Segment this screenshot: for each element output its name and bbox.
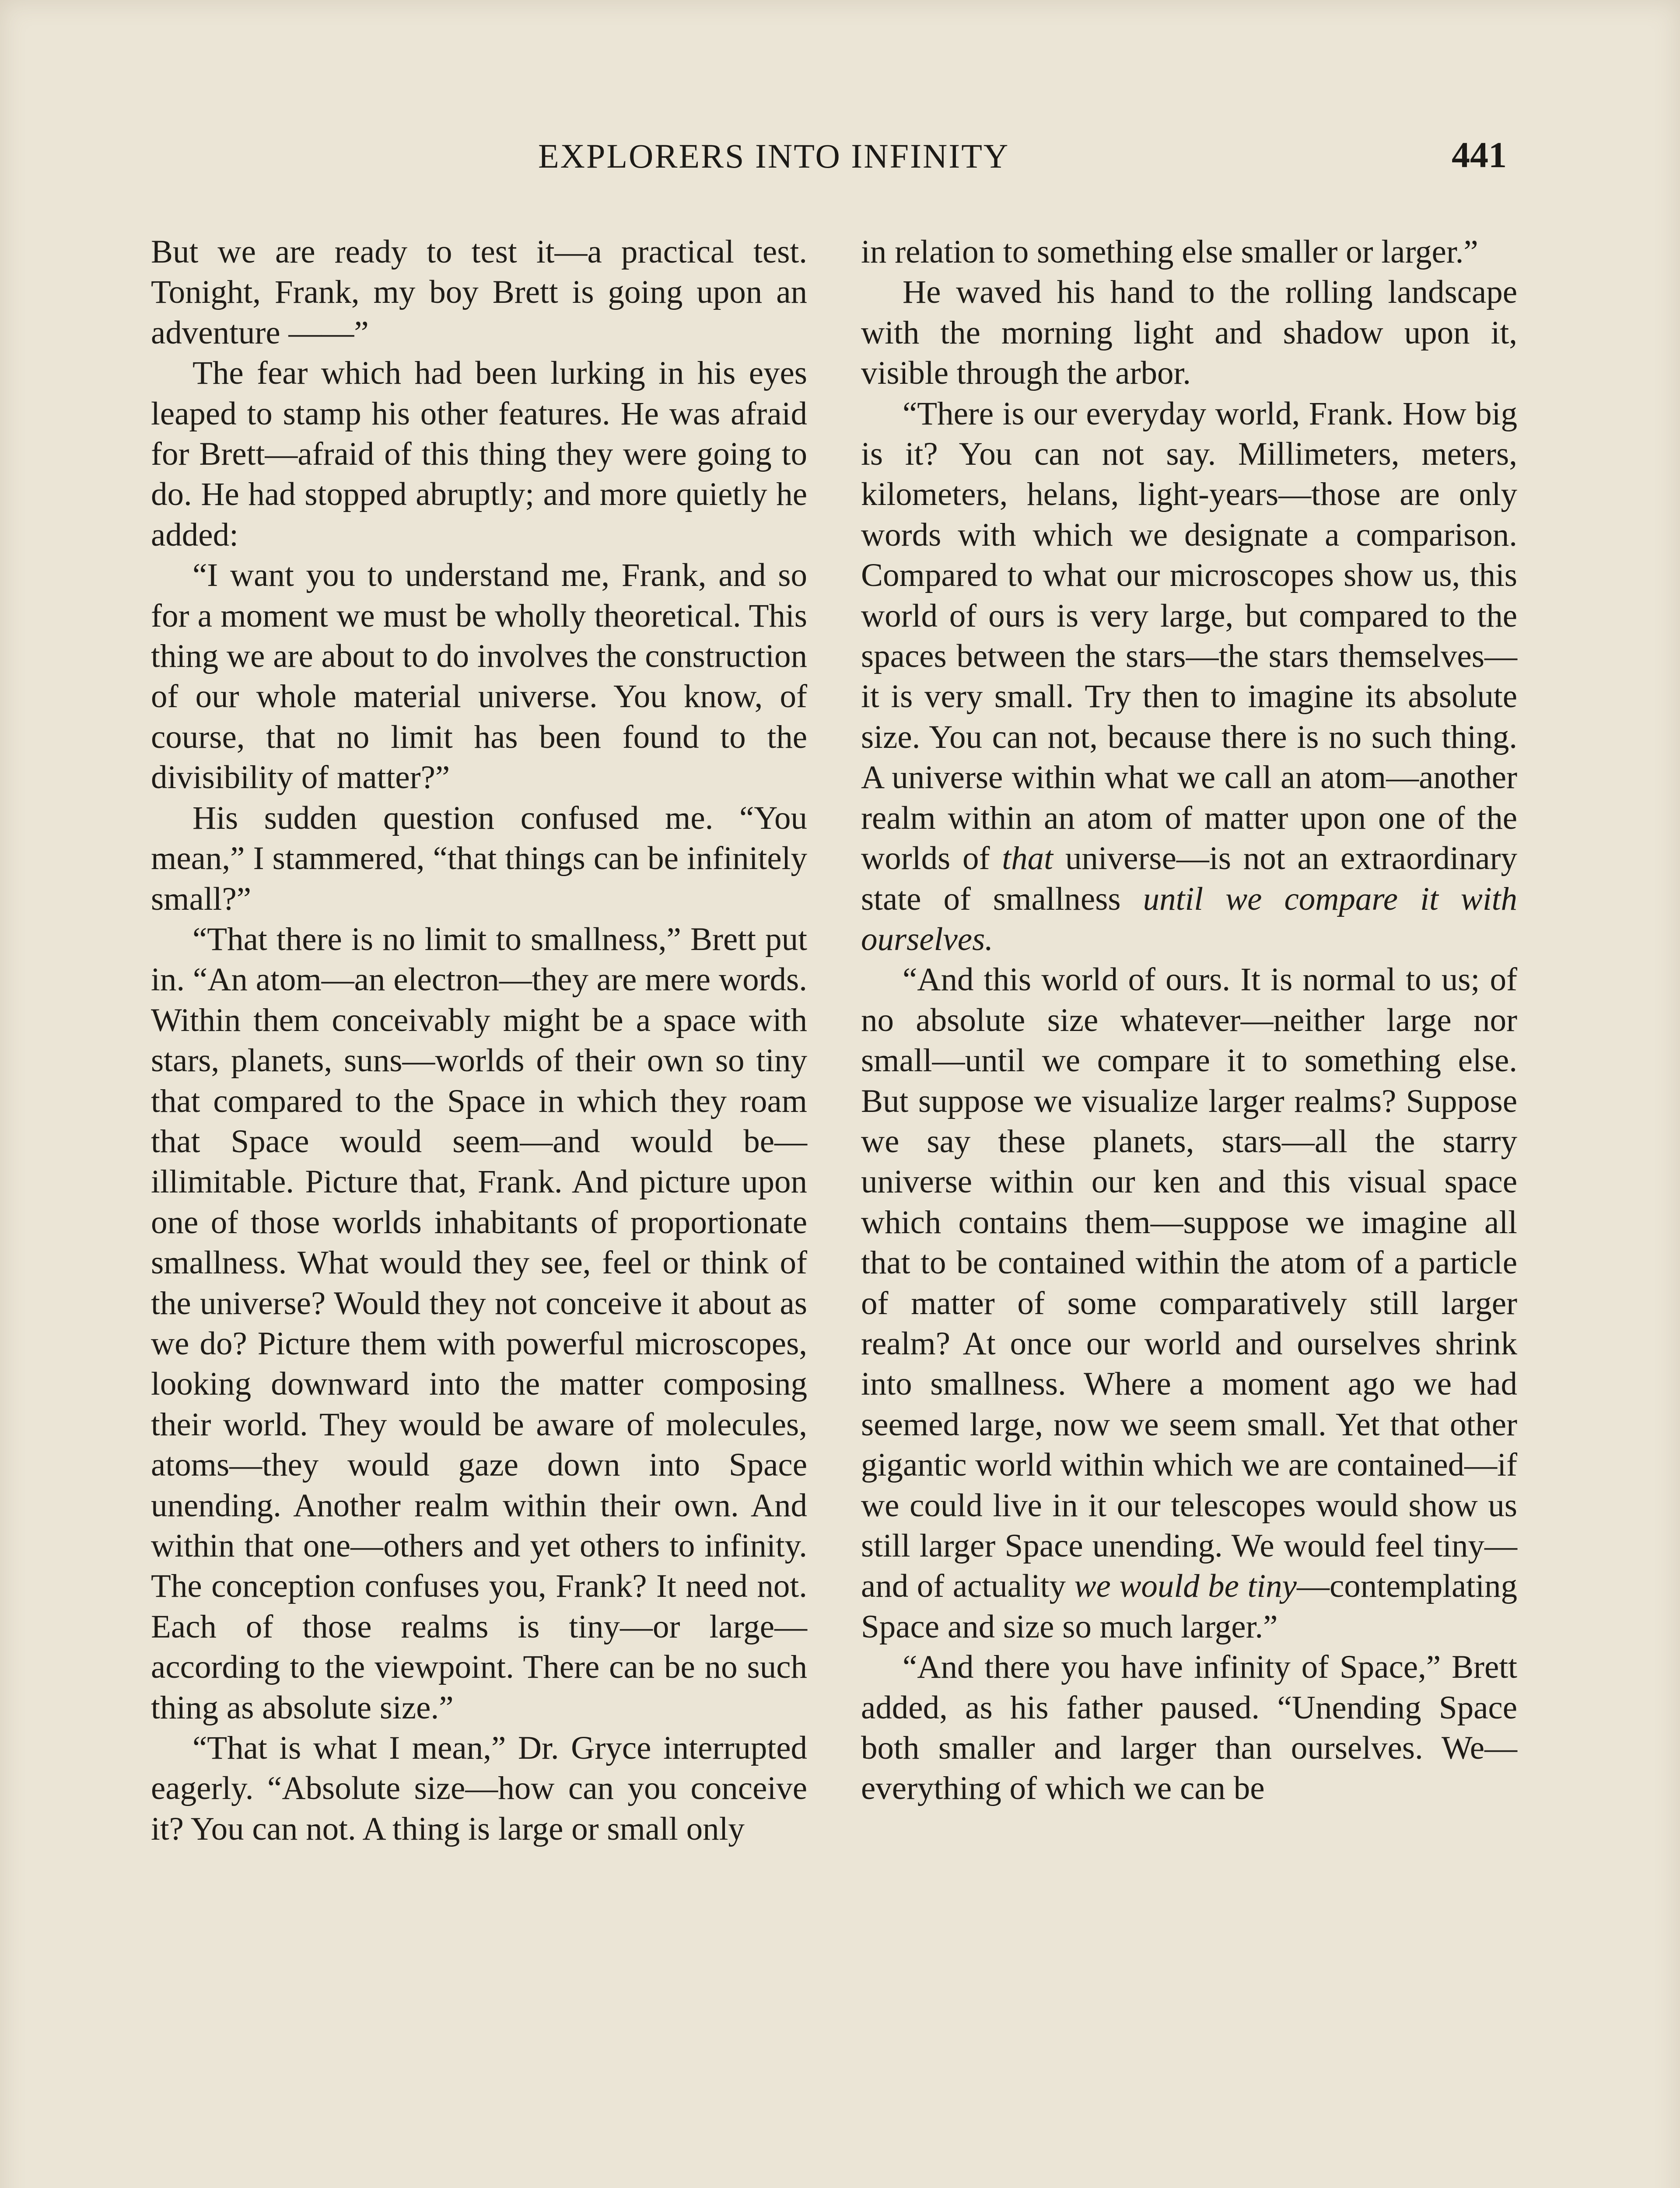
italic-run: we would be tiny [1074, 1568, 1297, 1605]
paragraph: “I want you to understand me, Frank, and so for a moment we must be wholly theoretical. This thing we are about to do involves the construction of our whole material universe. You know, of course, that no limit has been found to the divisibility of matter?” [151, 557, 807, 796]
paragraph: “That there is no limit to smallness,” Brett put in. “An atom—an electron—they are mere words. Within them conceivably might be a space with stars, planets, suns—worlds of their own so tiny that compared to the Space in which they roam that Space would seem—and would be—illimitable. Picture that, Frank. And picture upon one of those worlds inhabitants of proportionate smallness. What would they see, feel or think of the universe? Would they not conceive it about as we do? Picture them with powerful microscopes, looking downward into the matter composing their world. They would be aware of molecules, atoms—they would gaze down into Space unending. Another realm within their own. And within that one—others and yet others to infinity. The conception confuses you, Frank? It need not. Each of those realms is tiny—or large—according to the viewpoint. There can be no such thing as absolute size.” [151, 921, 807, 1726]
italic-run: until we compare it with ourselves. [861, 880, 1517, 957]
paragraph: “That is what I mean,” Dr. Gryce interrupted eagerly. “Absolute size—how can you conceive it? You can not. A thing is large or small only [151, 1730, 807, 1847]
text-run: “There is our everyday world, Frank. How big is it? You can not say. Millimeters, meters, kilometers, helans, light-years—those are only words with which we designate a comparison. Compared to what our microscopes show us, this world of ours is very large, but compared to the spaces between the stars—the stars themselves—it is very small. Try then to imagine its absolute size. You can not, because there is no such thing. A universe within what we call an atom—another realm within an atom of matter upon one of the worlds of [861, 395, 1517, 877]
paragraph: in relation to something else smaller or larger.” [861, 234, 1478, 270]
paragraph [861, 960, 1517, 1647]
paragraph: But we are ready to test it—a practical test. Tonight, Frank, my boy Brett is going upon an adventure ——” [151, 234, 807, 351]
text-run: —contemplating Space and size so much larger.” [861, 1568, 1517, 1645]
left-column [151, 232, 807, 1849]
running-head [0, 137, 1680, 189]
paragraph: He waved his hand to the rolling landscape with the morning light and shadow upon it, visible through the arbor. [861, 274, 1517, 392]
right-column [861, 232, 1517, 1809]
paragraph [861, 394, 1517, 960]
paragraph: The fear which had been lurking in his eyes leaped to stamp his other features. He was afraid for Brett—afraid of this thing they were going to do. He had stopped abruptly; and more quietly he added: [151, 355, 807, 553]
running-title: EXPLORERS INTO INFINITY [538, 137, 1010, 175]
text-run: universe—is not an extraordinary state of smallness [861, 840, 1517, 917]
paragraph: “And there you have infinity of Space,” Brett added, as his father paused. “Unending Space both smaller and larger than ourselves. We—everything of which we can be [861, 1649, 1517, 1807]
italic-run: that [1002, 840, 1053, 877]
text-run: “And this world of ours. It is normal to us; of no absolute size whatever—neither large nor small—until we compare it to something else. But suppose we visualize larger realms? Suppose we say these planets, stars—all the starry universe within our ken and this visual space which contains them—suppose we imagine all that to be contained within the atom of a particle of matter of some comparatively still larger realm? At once our world and ourselves shrink into smallness. Where a moment ago we had seemed large, now we seem small. Yet that other gigantic world within which we are contained—if we could live in it our telescopes would show us still larger Space unending. We would feel tiny—and of actuality [861, 961, 1517, 1605]
paragraph: His sudden question confused me. “You mean,” I stammered, “that things can be infinitely small?” [151, 799, 807, 917]
page-number: 441 [1452, 135, 1507, 175]
